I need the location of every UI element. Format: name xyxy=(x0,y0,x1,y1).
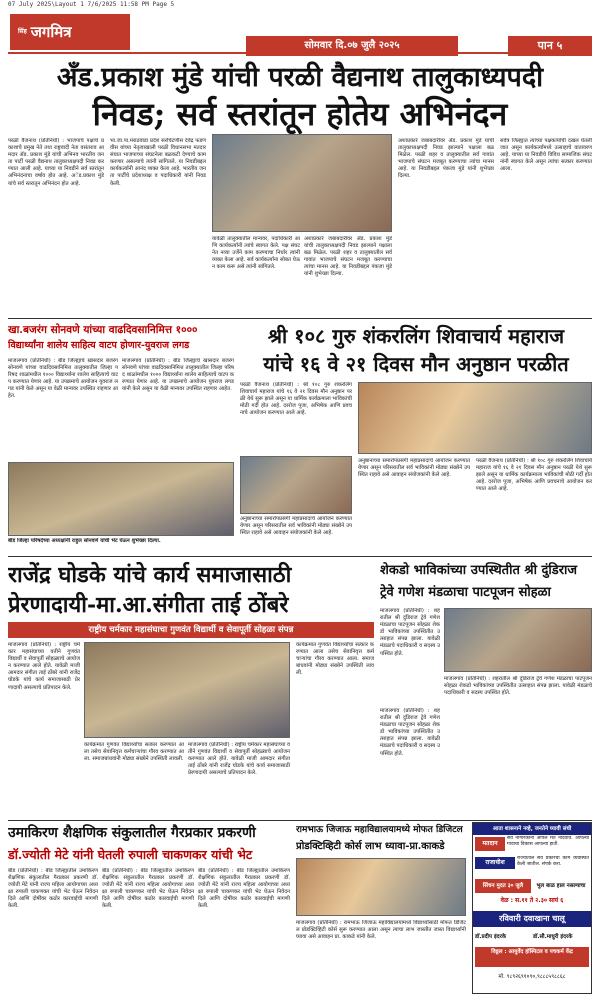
story4-body-4: कार्यक्रमात गुणवंत विद्यार्थ्यांचा सत्कार करण्यात आला तसेच सेवानिवृत्त कर्मचाऱ्यांचा गौरव करण्यात आला. समाजबांधवांनी मोठ्या संख्येने उपस्थिती लावली. xyxy=(296,642,374,677)
story5-body: माजलगाव (प्रतिनिधी) : शहरातील श्री दुंडिराज ट्रेवे गणेश मंडळाचा पाटपूजन सोहळा शेकडो भाविकांच्या उपस्थितीत उत्साहात संपन्न झाला. यावेळी मंडळाचे पदाधिकारी व सदस्य उपस्थित होते. xyxy=(380,608,440,657)
story6-headline-2: डॉ.ज्योती मेटे यांनी घेतली रुपाली चाकणकर यांची भेट xyxy=(8,847,253,862)
lead-col-3: यावेळी तालुक्यातील मान्यवर, पदाधिकारी आणि कार्यकर्त्यांनी त्यांचे स्वागत केले. पक्ष संघटनेत नव्या उर्जेने काम करण्याचा निर्धार त्यांनी व्यक्त केला आहे. सर्व कार्यकर्त्यांना सोबत घेऊन काम करू असे त्यांनी सांगितले. xyxy=(212,236,300,271)
story4-banner: राष्ट्रीय चर्मकार महासंघाचा गुणवंत विद्यार्थी व सेवापूर्ती सोहळा संपन्न xyxy=(8,622,374,638)
story5-headline-2: ट्रेवे गणेश मंडळाचा पाटपूजन सोहळा xyxy=(380,585,551,600)
story2-headline-1: खा.बजरंग सोनवणे यांच्या वाढदिवसानिमित्त १००० xyxy=(8,324,198,336)
story7-headline-2: प्रोडक्टिव्हिटी कोर्स लाभ ध्यावा-प्रा.काकडे xyxy=(296,841,445,852)
lead-photo xyxy=(212,134,392,232)
story2-headline-2: विद्यार्थ्यांना शालेय साहित्य वाटप होणार-युवराज लगड xyxy=(8,340,190,351)
divider xyxy=(8,556,592,557)
story5-photo xyxy=(444,608,592,672)
story4-headline-2: प्रेरणादायी-मा.आ.संगीता ताई ठोंबरे xyxy=(8,592,289,618)
story4-body: माजलगाव (प्रतिनिधी) : राष्ट्रीय चर्मकार महासंघाच्या वतीने गुणवंत विद्यार्थी व सेवापूर्ती सोहळ्याचे आयोजन करण्यात आले होते. यावेळी माजी आमदार संगीता ताई ठोंबरे यांनी राजेंद्र घोडके यांचे कार्य समाजासाठी प्रेरणादायी असल्याचे प्रतिपादन केले. xyxy=(8,642,80,691)
lead-col-5: अशाप्रकारे जबाबदारीवर ॲड. प्रकाश मुंडे यांची तालुकाध्यक्षपदी निवड झाल्याने पक्षाला बळ मिळेल. परळी शहर व तालुक्यातील सर्व गावांत भाजपाचे संघटन मजबूत करण्याचा त्यांचा मानस आहे. या निवडीबद्दल पंकजा मुंडे यांनी शुभेच्छा दिल्या. xyxy=(398,138,494,180)
lead-headline-1: अँड.प्रकाश मुंडे यांची परळी वैद्यनाथ तालुकाध्यपदी xyxy=(56,62,544,93)
story2-body: माजलगाव (प्रतिनिधी) : बीड जिल्ह्याचे खासदार बजरंग सोनवणे यांच्या वाढदिवसानिमित्त तालुक्यातील जिल्हा परिषद शाळांमधील १००० विद्यार्थ्यांना शालेय साहित्याचे वाटप करण्यात येणार आहे. या उपक्रमाचे आयोजन युवराज लगड यांनी केले असून या वेळी मान्यवर उपस्थित राहणार आहेत. xyxy=(8,358,118,400)
story4-photo xyxy=(84,642,290,738)
story2-photo xyxy=(8,462,234,536)
story5-body-2: माजलगाव (प्रतिनिधी) : शहरातील श्री दुंडिराज ट्रेवे गणेश मंडळाचा पाटपूजन सोहळा शेकडो भाविकांच्या उपस्थितीत उत्साहात संपन्न झाला. यावेळी मंडळाचे पदाधिकारी व सदस्य उपस्थित होते. xyxy=(444,676,592,697)
story6-body-2: बीड (प्रतिनिधी) : बीड जिल्ह्यातील उमाकिरण शैक्षणिक संकुलातील गैरप्रकार प्रकरणी डॉ. ज्योती मेटे यांनी राज्य महिला आयोगाच्या अध्यक्षा रुपाली चाकणकर यांची भेट घेऊन निवेदन दिले आणि दोषींवर कठोर कारवाईची मागणी केली. xyxy=(102,868,194,910)
lead-col-1: परळी वैजनाथ (प्रतिनिधी) : भाजपाचे पक्षाचे प्रकाशाचे प्रमुख नेते तथा राष्ट्रवादी नेता वसंतराव आमदार ॲड. प्रकाश मुंडे यांची अभिनव भारतीय जनता पार्टी परळी वैद्यनाथ तालुकाध्यक्षपदी निवड करण्यात आली आहे. याच्या या निवडीने सर्व स्तरांतून अभिनंदनाचा वर्षाव होत आहे. अॅड.प्रकाश मुंडे यांचे सर्व स्तरातून अभिनंदन होत आहे. xyxy=(8,138,104,187)
ad4-doctor-2: डॉ.सौ.माधुरी इंदरके xyxy=(533,934,573,940)
story5-headline-1: शेकडो भाविकांच्या उपस्थितीत श्री दुंडिराज xyxy=(380,563,578,578)
story7-body: माजलगाव (प्रतिनिधी) : रामभाऊ जिजाऊ महाविद्यालयामध्ये विद्यार्थ्यांसाठी मोफत डिजिटल प्रोडक्टिव्हिटी कोर्स सुरू करण्यात आला असून त्याचा लाभ जास्तीत जास्त विद्यार्थ्यांनी घ्यावा असे आवाहन प्रा. काकडे यांनी केले. xyxy=(296,920,466,941)
ad4-phone: मो. ९८९२६९१०९०,९८८८५९८८६८ xyxy=(498,974,566,980)
story3-body-4: अनुष्ठानाच्या समारोपप्रसंगी महाप्रसादाचे आयोजन करण्यात येणार असून परिसरातील सर्व भाविकांनी मोठ्या संख्येने उपस्थित राहावे असे आवाहन संयोजकांनी केले आहे. xyxy=(240,516,352,537)
issue-date: सोमवार दि.०७ जुलै २०२५ xyxy=(246,36,458,56)
ad3-sub: भुल बाळ हाल नसल्याचा xyxy=(536,883,586,889)
ads-column xyxy=(472,822,592,994)
story6-body-3: बीड (प्रतिनिधी) : बीड जिल्ह्यातील उमाकिरण शैक्षणिक संकुलातील गैरप्रकार प्रकरणी डॉ. ज्योती मेटे यांनी राज्य महिला आयोगाच्या अध्यक्षा रुपाली चाकणकर यांची भेट घेऊन निवेदन दिले आणि दोषींवर कठोर कारवाईची मागणी केली. xyxy=(198,868,290,910)
divider xyxy=(8,820,592,821)
ad3-time: वेळ : स.११ ते २.३० सायं ६ xyxy=(500,897,564,904)
story3-body-2: अनुष्ठानाच्या समारोपप्रसंगी महाप्रसादाचे आयोजन करण्यात येणार असून परिसरातील सर्व भाविकांनी मोठ्या संख्येने उपस्थित राहावे असे आवाहन संयोजकांनी केले आहे. xyxy=(358,458,470,479)
print-info-line: 07 July 2025\Layout 1 7/6/2025 11:58 PM Page 5 xyxy=(8,1,175,8)
newspaper-logo: $^{सिंह}$ जगमित्र xyxy=(10,14,130,50)
ad2-body: राज्यातील सर्व प्रकारची कामे व्यवस्थित केली जातील. संपर्क करा. xyxy=(517,856,589,867)
story4-headline-1: राजेंद्र घोडके यांचे कार्य समाजासाठी xyxy=(8,562,292,588)
story7-photo xyxy=(296,858,466,916)
lead-col-6: सर्वत्र जिल्ह्यात त्यांच्या पक्षकार्याची दखल घेतली जात असून कार्यकर्त्यांमध्ये उत्साहाचे वातावरण आहे. याच्या या निवडीचे विविध सामाजिक संघटनांनी स्वागत केले असून त्यांचा सत्कार करण्यात आला. xyxy=(500,138,592,173)
story3-photo-2 xyxy=(240,456,352,514)
divider xyxy=(8,318,592,319)
ad1-head: आता शासनाने नव्हे, जनतेने घ्यावी संधी xyxy=(473,823,591,835)
story3-body: परळी वैजनाथ (प्रतिनिधी) : श्री १०८ गुरु शंकरलिंग शिवाचार्य महाराज यांचे १६ वे २१ दिवस मौन अनुष्ठान परळी येथे सुरू झाले असून या धार्मिक कार्यक्रमाला भाविकांची मोठी गर्दी होत आहे. दररोज पूजा, अभिषेक आणि प्रवचनाचे आयोजन करण्यात आले आहे. xyxy=(240,382,352,417)
story3-headline-1: श्री १०८ गुरु शंकरलिंग शिवाचार्य महाराज xyxy=(267,324,565,348)
lead-col-2: भा.जा.पा.मराठवाडा प्रदेश सरचिटणीस देवेंद्र फडणवीस यांच्या नेतृत्वाखाली परळी विधानसभा मतदारसंघात भाजपाच्या संघटनेला बळकटी देण्याचे काम करणार असल्याचे त्यांनी सांगितले. या निवडीबद्दल कार्यकर्त्यांनी आनंद व्यक्त केला आहे. भारतीय जनता पार्टीचे प्रदेशाध्यक्ष व पदाधिकारी यांनी निवड केली. xyxy=(110,138,206,187)
story6-body: बीड (प्रतिनिधी) : बीड जिल्ह्यातील उमाकिरण शैक्षणिक संकुलातील गैरप्रकार प्रकरणी डॉ. ज्योती मेटे यांनी राज्य महिला आयोगाच्या अध्यक्षा रुपाली चाकणकर यांची भेट घेऊन निवेदन दिले आणि दोषींवर कठोर कारवाईची मागणी केली. xyxy=(8,868,98,910)
story3-body-3: परळी वैजनाथ (प्रतिनिधी) : श्री १०८ गुरु शंकरलिंग शिवाचार्य महाराज यांचे १६ वे २१ दिवस मौन अनुष्ठान परळी येथे सुरू झाले असून या धार्मिक कार्यक्रमाला भाविकांची मोठी गर्दी होत आहे. दररोज पूजा, अभिषेक आणि प्रवचनाचे आयोजन करण्यात आले आहे. xyxy=(476,458,592,493)
story2-caption: बीड जिल्हा परिषदेच्या अध्यक्षांनी राहुल सोनवणे यांची भेट घेऊन शुभेच्छा दिल्या. xyxy=(8,538,161,544)
story7-headline-1: रामभाऊ जिजाऊ महाविद्यालयामध्ये मोफत डिजिटल xyxy=(296,825,463,835)
masthead xyxy=(8,14,592,54)
ad3-head: सिंचन मुदत ३० जुलै xyxy=(475,879,531,893)
ad4-doctor-1: डॉ.प्रदीप इंदरके xyxy=(475,934,507,940)
story5-body-3: माजलगाव (प्रतिनिधी) : शहरातील श्री दुंडिराज ट्रेवे गणेश मंडळाचा पाटपूजन सोहळा शेकडो भाविकांच्या उपस्थितीत उत्साहात संपन्न झाला. यावेळी मंडळाचे पदाधिकारी व सदस्य उपस्थित होते. xyxy=(380,708,440,757)
story4-body-2: कार्यक्रमात गुणवंत विद्यार्थ्यांचा सत्कार करण्यात आला तसेच सेवानिवृत्त कर्मचाऱ्यांचा गौरव करण्यात आला. समाजबांधवांनी मोठ्या संख्येने उपस्थिती लावली. xyxy=(84,742,184,763)
ad2-head: राजाधीश xyxy=(475,857,515,869)
lead-headline-2: निवड; सर्व स्तरांतून होतेय अभिनंदन xyxy=(92,95,508,133)
ad4-footer: विठ्ठल : आयुर्वेद हॉस्पिटल व पचकर्म केंद्र xyxy=(475,947,589,967)
story3-photo-1 xyxy=(358,382,592,454)
lead-col-4: अशाप्रकारे जबाबदारीवर ॲड. प्रकाश मुंडे यांची तालुकाध्यक्षपदी निवड झाल्याने पक्षाला बळ मिळेल. परळी शहर व तालुक्यातील सर्व गावांत भाजपाचे संघटन मजबूत करण्याचा त्यांचा मानस आहे. या निवडीबद्दल पंकजा मुंडे यांनी शुभेच्छा दिल्या. xyxy=(304,236,392,278)
story2-body-2: माजलगाव (प्रतिनिधी) : बीड जिल्ह्याचे खासदार बजरंग सोनवणे यांच्या वाढदिवसानिमित्त तालुक्यातील जिल्हा परिषद शाळांमधील १००० विद्यार्थ्यांना शालेय साहित्याचे वाटप करण्यात येणार आहे. या उपक्रमाचे आयोजन युवराज लगड यांनी केले असून या वेळी मान्यवर उपस्थित राहणार आहेत. xyxy=(122,358,234,393)
story3-headline-2: यांचे १६ वे २१ दिवस मौन अनुष्ठान परळीत xyxy=(263,352,569,376)
ad1-sub: मतदान xyxy=(475,837,505,851)
story4-body-3: माजलगाव (प्रतिनिधी) : राष्ट्रीय चर्मकार महासंघाच्या वतीने गुणवंत विद्यार्थी व सेवापूर्ती सोहळ्याचे आयोजन करण्यात आले होते. यावेळी माजी आमदार संगीता ताई ठोंबरे यांनी राजेंद्र घोडके यांचे कार्य समाजासाठी प्रेरणादायी असल्याचे प्रतिपादन केले. xyxy=(188,742,290,777)
story6-headline-1: उमाकिरण शैक्षणिक संकुलातील गैरप्रकार प्रकरणी xyxy=(8,825,256,841)
ad1-body: सर्व नागरिकांनी आपले मत नोंदवावे. आपल्या गावाचा विकास आपल्या हाती. xyxy=(507,836,589,847)
page-number: पान ५ xyxy=(508,36,592,56)
ad4-head: रविवारी दवाखाना चालू xyxy=(473,911,591,927)
